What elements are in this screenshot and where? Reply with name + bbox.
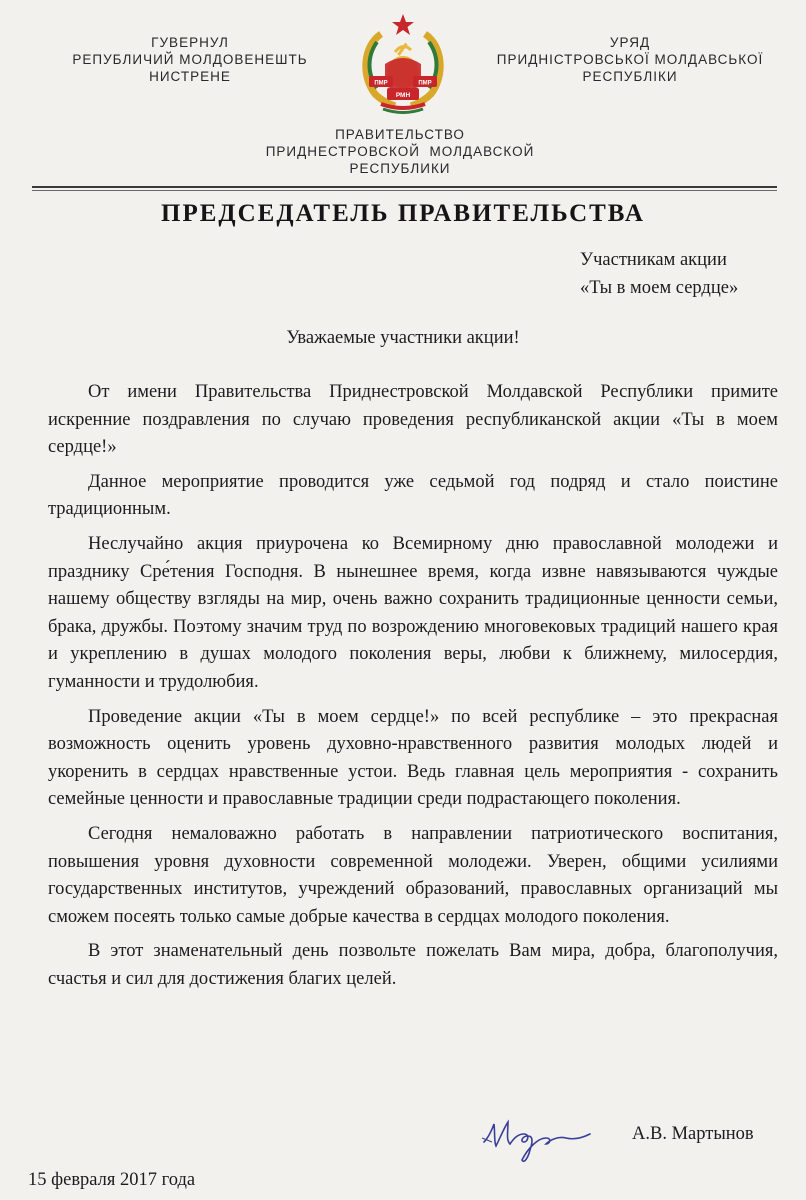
header-ukrainian-line-3: РЕСПУБЛІКИ bbox=[582, 69, 678, 84]
header-divider bbox=[32, 186, 777, 188]
signer-name: А.В. Мартынов bbox=[632, 1124, 754, 1144]
paragraph: От имени Правительства Приднестровской Молдавской Республики примите искренние поздравления по случаю проведения республиканской акции «Ты в моем сердце!» bbox=[48, 382, 778, 458]
paragraph: Данное мероприятие проводится уже седьмой год подряд и стало поистине традиционным. bbox=[48, 471, 778, 520]
header-ukrainian-line-2: ПРИДНІСТРОВСЬКОЇ МОЛДАВСЬКОЇ bbox=[496, 52, 764, 67]
header-moldovan-line-1: ГУВЕРНУЛ bbox=[151, 35, 229, 50]
header-moldovan-line-3: НИСТРЕНЕ bbox=[149, 69, 231, 84]
header-moldovan bbox=[40, 34, 340, 85]
paragraph: Проведение акции «Ты в моем сердце!» по всей республике – это прекрасная возможность оценить уровень духовно-нравственного развития молодых людей и укоренить в сердцах нравственные устои. Ведь главная цель мероприятия - сохранить семейные ценности и православные традиции среди подрастающего поколения. bbox=[48, 706, 778, 810]
header-russian-line-1: ПРАВИТЕЛЬСТВО bbox=[335, 127, 465, 142]
addressee bbox=[580, 246, 738, 302]
state-emblem-icon bbox=[351, 12, 455, 116]
letterhead-title: ПРЕДСЕДАТЕЛЬ ПРАВИТЕЛЬСТВА bbox=[161, 200, 645, 227]
emblem-ribbon-left: ПМР bbox=[374, 80, 388, 87]
addressee-line-1: Участникам акции bbox=[580, 250, 727, 270]
header-russian-line-2: ПРИДНЕСТРОВСКОЙ МОЛДАВСКОЙ bbox=[265, 144, 535, 159]
paragraph: В этот знаменательный день позвольте пожелать Вам мира, добра, благополучия, счастья и сил для достижения благих целей. bbox=[48, 941, 778, 989]
letter-date: 15 февраля 2017 года bbox=[28, 1170, 196, 1190]
emblem-ribbon-center: РМН bbox=[395, 92, 411, 99]
letter-body bbox=[48, 379, 778, 1000]
header-divider-thin bbox=[32, 190, 777, 191]
emblem-ribbon-right: ПМР bbox=[418, 80, 432, 87]
paragraph: Неслучайно акция приурочена ко Всемирному дню православной молодежи и празднику Сре́тения Господня. В нынешнее время, когда извне навязываются чуждые нашему обществу взгляды на мир, очень важно сохранить традиционные ценности семьи, брака, дружбы. Поэтому значим труд по возрождению многовековых традиций нашего края и укреплению в душах молодого поколения веры, любви к ближнему, милосердия, гуманности и трудолюбия. bbox=[48, 533, 778, 692]
greeting: Уважаемые участники акции! bbox=[286, 328, 520, 348]
header-ukrainian-line-1: УРЯД bbox=[609, 35, 651, 50]
emblem-star bbox=[392, 14, 414, 35]
handwritten-signature-icon bbox=[478, 1108, 598, 1168]
header-russian-line-3: РЕСПУБЛИКИ bbox=[349, 161, 451, 176]
header-moldovan-line-2: РЕПУБЛИЧИЙ МОЛДОВЕНЕШТЬ bbox=[72, 52, 308, 67]
header-ukrainian bbox=[470, 34, 790, 85]
header-russian bbox=[230, 126, 570, 177]
addressee-line-2: «Ты в моем сердце» bbox=[580, 278, 739, 298]
paragraph: Сегодня немаловажно работать в направлении патриотического воспитания, повышения уровня духовности современной молодежи. Уверен, общими усилиями государственных институтов, учреждений образований, православных организаций мы сможем посеять только самые добрые качества в сердцах молодого поколения. bbox=[48, 823, 778, 927]
